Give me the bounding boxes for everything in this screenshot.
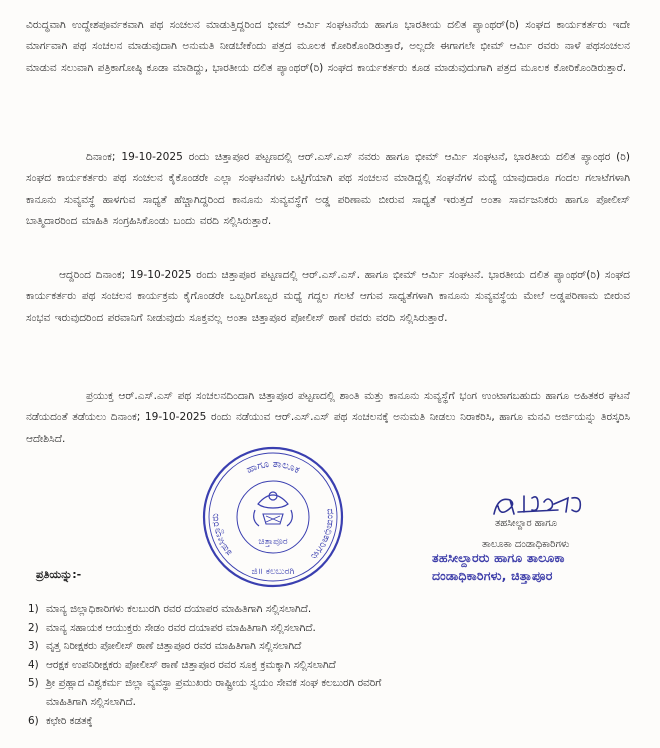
paragraph-1: ವಿರುದ್ಧವಾಗಿ ಉದ್ದೇಶಪೂರ್ವಕವಾಗಿ ಪಥ ಸಂಚಲನ ಮಾಡುತ್ತಿದ್ದರಿಂದ ಭೀಮ್ ಆರ್ಮಿ ಸಂಘಟನೆಯ ಹಾಗೂ ಭಾರತೀಯ ದಲಿತ ಪ್ಯಾಂಥರ್(ರಿ) ಸಂಘದ ಕಾರ್ಯಕರ್ತರು ಇದೇ ಮಾರ್ಗವಾಗಿ ಪಥ ಸಂಚಲನ ಮಾಡುವುದಾಗಿ ಅನುಮತಿ ನೀಡಬೇಕೆಂದು ಪತ್ರದ ಮೂಲಕ ಕೋರಿಕೊಂಡಿರುತ್ತಾರೆ, ಅಲ್ಲದೇ ಈಗಾಗಲೇ ಭೀಮ್ ಆರ್ಮಿ ರವರು ನಾಳೆ ಪಥಸಂಚಲನ ಮಾಡುವ ಸಲುವಾಗಿ ಪತ್ರಿಕಾಗೋಷ್ಠಿ ಕೂಡಾ ಮಾಡಿದ್ದು, ಭಾರತೀಯ ದಲಿತ ಪ್ಯಾಂಥರ್(ರಿ) ಸಂಘದ ಕಾರ್ಯಕರ್ತರು ಕೂಡ ಮಾಡುವುದುಗಾಗಿ ಪತ್ರದ ಮೂಲಕ ಕೋರಿಕೊಂಡಿರುತ್ತಾರೆ. — [26, 18, 630, 74]
paragraph-4: ಪ್ರಯುಕ್ತ ಆರ್.ಎಸ್.ಎಸ್ ಪಥ ಸಂಚಲನದಿಂದಾಗಿ ಚಿತ್ತಾಪೂರ ಪಟ್ಟಣದಲ್ಲಿ ಶಾಂತಿ ಮತ್ತು ಕಾನೂನು ಸುವ್ಯಸ್ಥೆಗೆ ಭಂಗ ಉಂಟಾಗಬಹುದು ಹಾಗೂ ಅಹಿತಕರ ಘಟನೆ ನಡೆಯದಂತೆ ತಡೆಯಲು ದಿನಾಂಕ; 19-10-2025 ರಂದು ನಡೆಯುವ ಆರ್.ಎಸ್.ಎಸ್ ಪಥ ಸಂಚಲನಕ್ಕೆ ಅನುಮತಿ ನೀಡಲು ನಿರಾಕರಿಸಿ, ಹಾಗೂ ಮನವಿ ಅರ್ಜಿಯನ್ನು ತಿರಸ್ಕರಿಸಿ ಆದೇಶಿಸಿದೆ. — [26, 389, 630, 445]
list-item-text-continued: ಮಾಹಿತಿಗಾಗಿ ಸಲ್ಲಿಸಲಾಗಿದೆ. — [46, 695, 136, 708]
seal-right-text: ದಂಡಾಧಿಕಾರಿಗಳು — [308, 508, 337, 562]
list-item — [28, 600, 638, 619]
list-item — [28, 674, 638, 711]
list-item-number: 2) — [28, 621, 39, 634]
designation-line-2: ತಾಲೂಕಾ ದಂಡಾಧಿಕಾರಿಗಳು — [482, 539, 570, 550]
seal-top-text: ಹಾಗೂ ತಾಲೂಕ — [244, 458, 302, 477]
list-item-number: 4) — [28, 658, 39, 671]
copies-heading: ಪ್ರತಿಯನ್ನು:- — [36, 568, 82, 581]
paragraph-2: ದಿನಾಂಕ; 19-10-2025 ರಂದು ಚಿತ್ತಾಪೂರ ಪಟ್ಟಣದಲ್ಲಿ ಆರ್.ಎಸ್.ಎಸ್ ನವರು ಹಾಗೂ ಭೀಮ್ ಆರ್ಮಿ ಸಂಘಟನೆ, ಭಾರತೀಯ ದಲಿತ ಪ್ಯಾಂಥರ (ರಿ) ಸಂಘದ ಕಾರ್ಯಕರ್ತರು ಪಥ ಸಂಚಲನ ಕೈಕೊಂಡರೇ ಎಲ್ಲಾ ಸಂಘಟನೆಗಳು ಒಟ್ಟಿಗೆಯಾಗಿ ಪಥ ಸಂಚಲನ ಮಾಡಿದ್ದಲ್ಲಿ ಸಂಘನೆಗಳ ಮಧ್ಯೆ ಯಾವುದಾರೂ ಗಂದಲ ಗಲಾಟೆಗಳಾಗಿ ಕಾನೂನು ಸುವ್ಯವಸ್ಥೆ ಹಾಳಗುವ ಸಾಧ್ಯತೆ ಹೆಚ್ಚಾಗಿದ್ದರಿಂದ ಕಾನೂನು ಸುವ್ಯವಸ್ಥೆಗೆ ಅಡ್ಡ ಪರಿಣಾಮ ಬೀರುವ ಸಾಧ್ಯತೆ ಇರುತ್ತದೆ ಅಂತಾ ಸಾರ್ವಜನಿಕರು ಹಾಗೂ ಪೋಲೀಸ್ ಬಾತ್ಮಿದಾರರಿಂದ ಮಾಹಿತಿ ಸಂಗ್ರಹಿಸಿಕೊಂಡು ಬಂದು ವರದಿ ಸಲ್ಲಿಸಿರುತ್ತಾರೆ. — [26, 150, 630, 228]
list-item-text: ಕಛೇರಿ ಕಡತಕ್ಕೆ — [46, 714, 93, 727]
seal-left-text: ತಹಸೀಲ್ದಾರರು — [210, 513, 235, 558]
list-item — [28, 637, 638, 656]
list-item-text: ಮಾನ್ಯ ಜಿಲ್ಲಾಧಿಕಾರಿಗಳು ಕಲಬುರಗಿ ರವರ ದಯಾಪರ ಮಾಹಿತಿಗಾಗಿ ಸಲ್ಲಿಸಲಾಗಿದೆ. — [46, 603, 312, 615]
list-item-text: ಆರಕ್ಷಕ ಉಪನಿರೀಕ್ಷಕರು ಪೋಲೀಸ್ ಠಾಣೆ ಚಿತ್ತಾಪೂರ ರವರ ಸೂಕ್ತ ಕ್ರಮಕ್ಕಾಗಿ ಸಲ್ಲಿಸಲಾಗಿದೆ — [46, 658, 336, 671]
list-item-text: ಶ್ರೀ ಪ್ರಹ್ಲಾದ ವಿಶ್ವಕರ್ಮ ಜಿಲ್ಲಾ ವ್ಯವಸ್ಥಾ ಪ್ರಮುಖರು ರಾಷ್ಟ್ರೀಯ ಸ್ವಯಂ ಸೇವಕ ಸಂಘ ಕಲಬುರಗಿ ರವರಿಗೆ — [46, 677, 382, 690]
list-item-number: 6) — [28, 714, 39, 727]
designation-stamp-line-2: ದಂಡಾಧಿಕಾರಿಗಳು, ಚಿತ್ತಾಪೂರ — [432, 568, 553, 583]
designation-line-1: ತಹಸೀಲ್ದಾರ ಹಾಗೂ — [495, 518, 558, 529]
list-item-number: 5) — [28, 677, 39, 690]
list-item-text: ಮಾನ್ಯ ಸಹಾಯಕ ಆಯುಕ್ತರು ಸೇಡಂ ರವರ ದಯಾಪರ ಮಾಹಿತಿಗಾಗಿ ಸಲ್ಲಿಸಲಾಗಿದೆ. — [46, 621, 316, 634]
list-item — [28, 619, 638, 638]
copies-list — [28, 600, 638, 730]
signature-block — [200, 440, 660, 590]
list-item-number: 1) — [28, 603, 39, 615]
official-seal — [200, 444, 346, 590]
designation-stamp-line-1: ತಹಸೀಲ್ದಾರರು ಹಾಗೂ ತಾಲೂಕಾ — [432, 550, 565, 565]
list-item-number: 3) — [28, 640, 39, 653]
list-item — [28, 656, 638, 675]
paragraph-3: ಆದ್ದರಿಂದ ದಿನಾಂಕ; 19-10-2025 ರಂದು ಚಿತ್ತಾಪೂರ ಪಟ್ಟಣದಲ್ಲಿ ಆರ್.ಎಸ್.ಎಸ್. ಹಾಗೂ ಭೀಮ್ ಆರ್ಮಿ ಸಂಘಟನೆ. ಭಾರತೀಯ ದಲಿತ ಪ್ಯಾಂಥರ್(ರಿ) ಸಂಘದ ಕಾರ್ಯಕರ್ತರು ಪಥ ಸಂಚಲನ ಕಾರ್ಯಕ್ರಮ ಕೈಗೊಂಡರೇ ಒಬ್ಬರಿಗೊಬ್ಬರ ಮಧ್ಯೆ ಗದ್ದಲ ಗಲಟೆ ಆಗುವ ಸಾಧ್ಯತೆಗಳಾಗಿ ಕಾನೂನು ಸುವ್ಯವಸ್ಥೆಯ ಮೇಲೆ ಅಡ್ಡಪರಿಣಾಮ ಬೀರುವ ಸಂಭವ ಇರುವುದರಿಂದ ಪರವಾನಿಗೆ ನೀಡುವುದು ಸೂಕ್ತವಲ್ಲ ಅಂತಾ ಚಿತ್ತಾಪೂರ ಪೋಲೀಸ್ ಠಾಣೆ ರವರು ವರದಿ ಸಲ್ಲಿಸಿರುತ್ತಾರೆ. — [26, 268, 630, 324]
seal-bottom-text: ಜಿ॥ ಕಲಬುರಗಿ — [251, 567, 295, 577]
list-item — [28, 712, 638, 731]
seal-center-text: ಚಿತ್ತಾಪೂರ — [258, 537, 288, 547]
list-item-text: ವೃತ್ತ ನಿರೀಕ್ಷಕರು ಪೋಲೀಸ್ ಠಾಣೆ ಚಿತ್ತಾಪೂರ ರವರ ಮಾಹಿತಿಗಾಗಿ ಸಲ್ಲಿಸಲಾಗಿದೆ — [46, 640, 302, 653]
